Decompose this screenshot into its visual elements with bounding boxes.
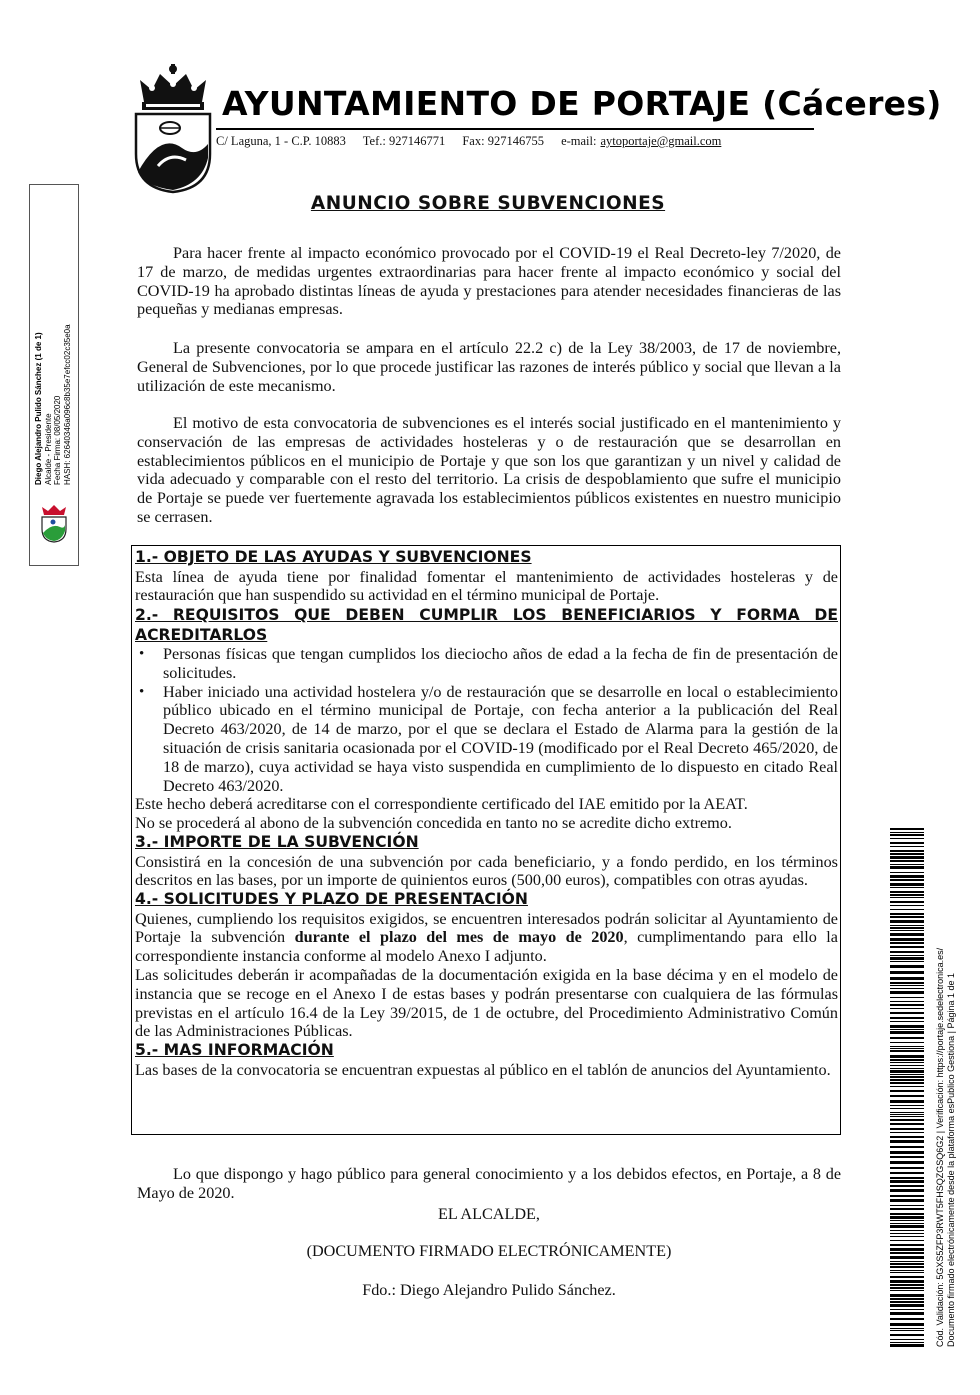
section-5-heading: 5.- MAS INFORMACIÓN [135, 1041, 334, 1060]
section-2-text-1: Este hecho deberá acreditarse con el correspondiente certificado del IAE emitido por la AEAT. [135, 795, 748, 814]
section-3-heading: 3.- IMPORTE DE LA SUBVENCIÓN [135, 833, 419, 852]
application-period: durante el plazo del mes de mayo de 2020 [294, 928, 624, 947]
section-1-heading: 1.- OBJETO DE LAS AYUDAS Y SUBVENCIONES [135, 548, 532, 566]
contact-line [216, 134, 816, 149]
signer-role: Alcalde - Presidente [43, 413, 53, 485]
email-label: e-mail: [561, 134, 597, 148]
signer-title: EL ALCALDE, [438, 1205, 540, 1223]
list-item: • Haber iniciado una actividad hostelera y/o de restauración que se desarrolle en local o establecimiento público ubicado en el término municipal de Portaje, con fecha anterior a la publicación del Real Decreto 463/2020, de 14 de marzo, por el que se declara el Estado de Alarma para la gestión de la situación de crisis sanitaria ocasionada por el COVID-19 (modificado por el Real Decreto 465/2020, de 18 de marzo), cuya actividad se haya visto suspendida en cumplimiento de lo dispuesto en citado Real Decreto 463/2020. [163, 683, 838, 796]
section-5-text: Las bases de la convocatoria se encuentran expuestas al público en el tablón de anuncios del Ayuntamiento. [135, 1060, 831, 1079]
section-3-text: Consistirá en la concesión de una subvención por cada beneficiario, y a fondo perdido, en los términos descritos en las bases, por un importe de quinientos euros (500,00 euros), compatibles con otras ayudas. [135, 852, 838, 890]
section-4-text-a: Quienes, cumpliendo los requisitos exigidos, se encuentren interesados podrán solicitar al Ayuntamiento de Portaje la subvención [135, 909, 838, 947]
signature-hash: HASH: 62640346a096c8b35e7efcc02c35e0a [62, 324, 72, 485]
barcode-icon [890, 828, 924, 1348]
section-4-heading: 4.- SOLICITUDES Y PLAZO DE PRESENTACIÓN [135, 890, 528, 909]
paragraph-1: Para hacer frente al impacto económico provocado por el COVID-19 el Real Decreto-ley 7/2020, de 17 de marzo, de medidas urgentes extraordinarias para hacer frente al impacto económico y social del COVID-19 ha aprobado distintas líneas de ayuda y prestaciones para atender necesidades financieras de las pequeñas y medianas empresas. [137, 244, 841, 319]
organization-title: AYUNTAMIENTO DE PORTAJE (Cáceres) [222, 84, 942, 123]
fax: Fax: 927146755 [462, 134, 544, 148]
section-4-text-b: , cumplimentando para ello la correspondiente instancia conforme al modelo Anexo I adjunto. [135, 928, 838, 966]
phone: Tef.: 927146771 [362, 134, 446, 148]
section-4-text [135, 910, 838, 966]
announcement-title [0, 193, 976, 214]
mini-crest-icon [38, 503, 70, 543]
sections-box [131, 545, 841, 1135]
email-link[interactable]: aytoportaje@gmail.com [600, 134, 722, 148]
signature-strip [29, 184, 79, 566]
section-1-text: Esta línea de ayuda tiene por finalidad fomentar el mantenimiento de actividades hosteleras y de restauración que han suspendido su actividad en el término municipal de Portaje. [135, 567, 838, 605]
signature-line: Fdo.: Diego Alejandro Pulido Sánchez. [362, 1281, 616, 1299]
paragraph-2: La presente convocatoria se ampara en el artículo 22.2 c) de la Ley 38/2003, de 17 de noviembre, General de Subvenciones, por lo que procede justificar las razones de interés público y social que llevan a la utilización de este mecanismo. [137, 339, 841, 395]
header-rule [216, 128, 814, 130]
signature-date: Fecha Firma: 08/05/2020 [53, 395, 62, 485]
verification-text [935, 867, 956, 1347]
section-2-text-2: No se procederá al abono de la subvención concedida en tanto no se acredite dicho extremo. [135, 814, 732, 833]
announcement-title-text: ANUNCIO SOBRE SUBVENCIONES [310, 193, 666, 214]
electronic-signature-note: (DOCUMENTO FIRMADO ELECTRÓNICAMENTE) [306, 1242, 672, 1260]
closing-paragraph: Lo que dispongo y hago público para general conocimiento y a los debidos efectos, en Portaje, a 8 de Mayo de 2020. [137, 1165, 841, 1202]
verification-line-2: Documento firmado electrónicamente desde la plataforma esPublico Gestiona | Página 1 de 1 [945, 972, 956, 1347]
signer-name: Diego Alejandro Pulido Sánchez (1 de 1) [34, 332, 43, 485]
section-2-heading: 2.- REQUISITOS QUE DEBEN CUMPLIR LOS BENEFICIARIOS Y FORMA DE ACREDITARLOS [135, 606, 838, 644]
list-item: • Personas físicas que tengan cumplidos los dieciocho años de edad a la fecha de fin de presentación de solicitudes. [163, 645, 838, 683]
municipal-crest-icon [130, 62, 216, 194]
address: C/ Laguna, 1 - C.P. 10883 [216, 134, 346, 148]
signature-details [34, 184, 72, 485]
section-4-text-2: Las solicitudes deberán ir acompañadas de la documentación exigida en la base décima y en el modelo de instancia que se recoge en el Anexo I de estas bases y podrán presentarse con cualquiera de las fórmulas previstas en el artículo 16.4 de la Ley 39/2015, de 1 de octubre, del Procedimiento Administrativo Común de las Administraciones Públicas. [135, 966, 838, 1041]
verification-line-1: Cód. Validación: 5GXS5ZFP3RWT5FHSQZGSQ6G2 | Verificación: https://portaje.sedelectronica.es/ [935, 947, 945, 1347]
requirements-list [135, 645, 838, 795]
paragraph-3: El motivo de esta convocatoria de subvenciones es el interés social justificado en el mantenimiento y conservación de las empresas de actividades hosteleras y o de restauración que se desarrollan en establecimientos públicos en el municipio de Portaje y que son los que garantizan y un nivel y calidad de vida adecuado y comparable con el resto del territorio. La crisis de despoblamiento que sufre el municipio de Portaje se puede ver fuertemente agravada los establecimientos públicos existentes en nuestro municipio se cerrasen. [137, 414, 841, 526]
